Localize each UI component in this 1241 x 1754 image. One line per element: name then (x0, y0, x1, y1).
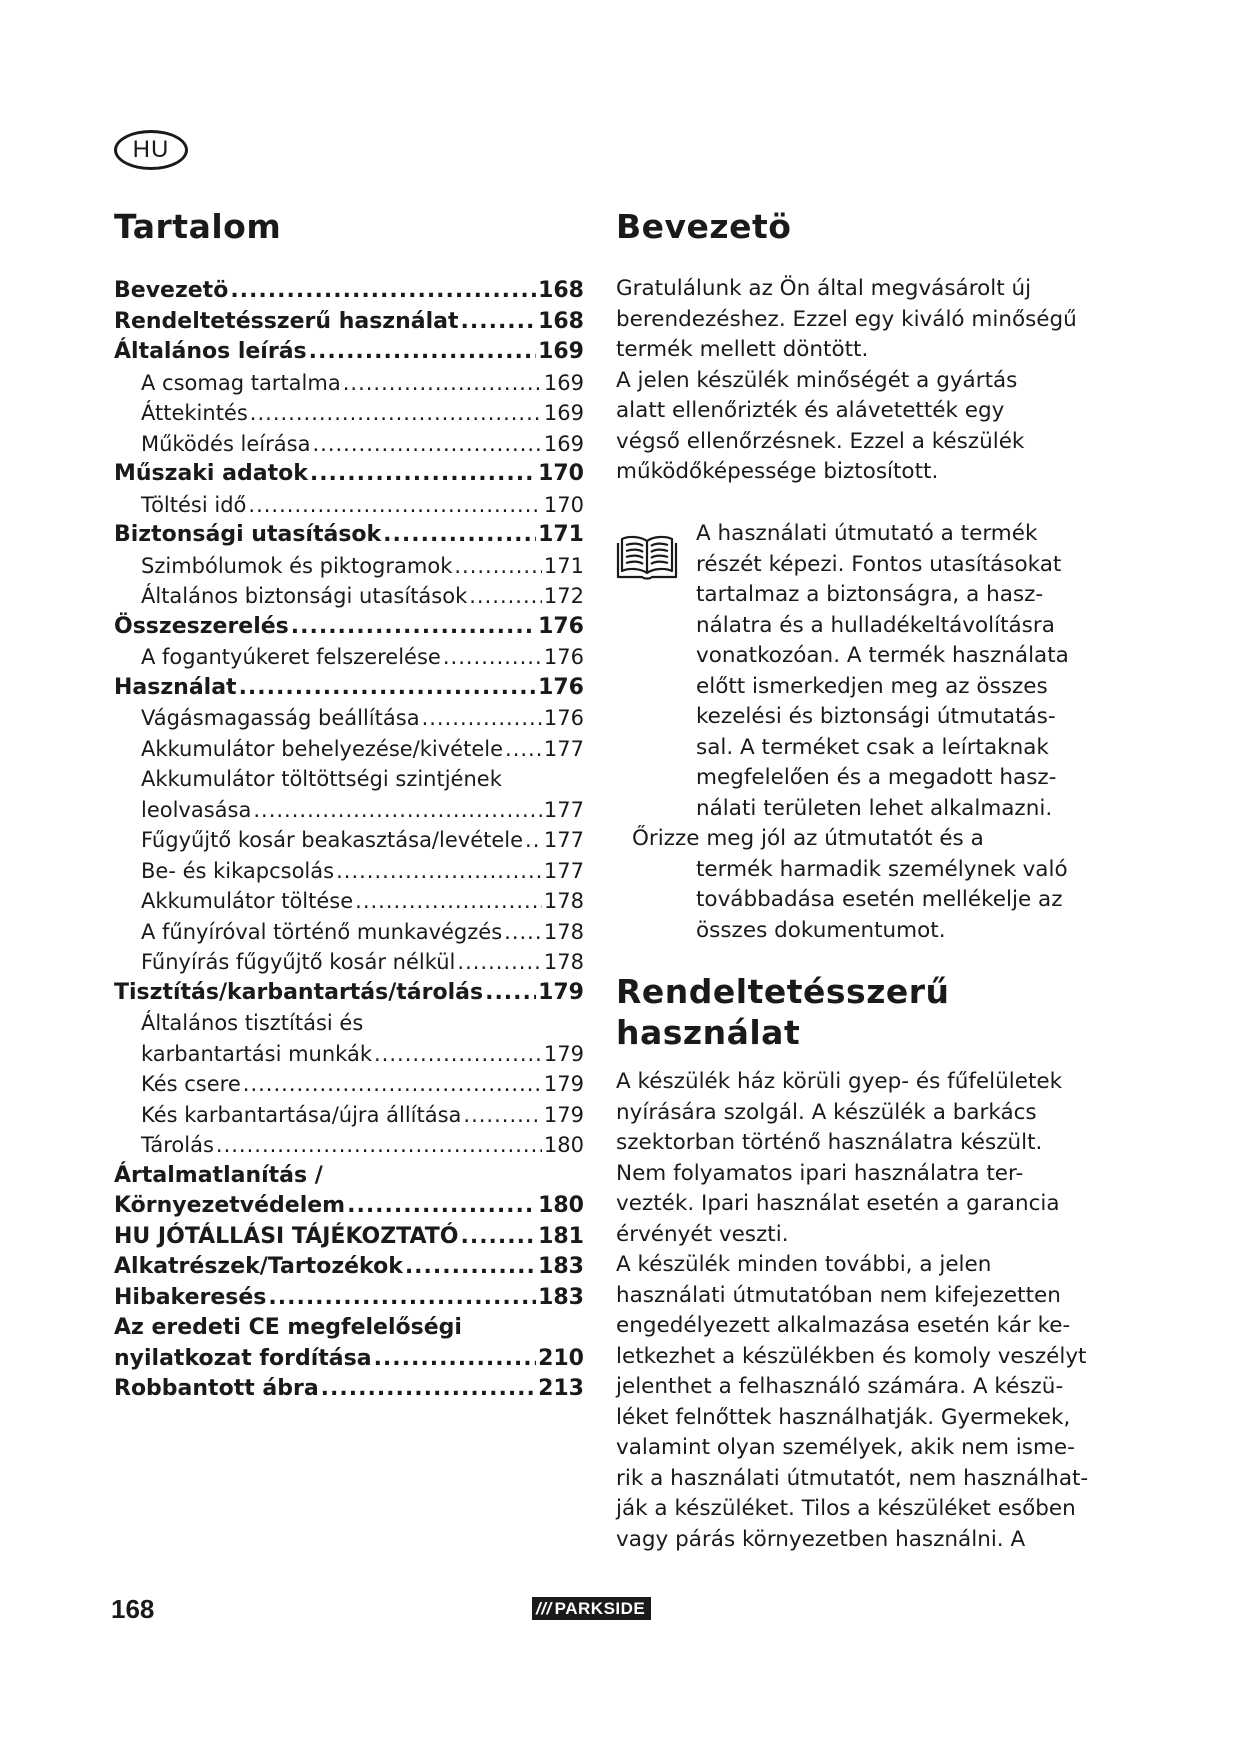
toc-entry-label: Általános leírás (114, 339, 307, 364)
toc-entry-label: Vágásmagasság beállítása (141, 706, 420, 730)
toc-entry-page: 176 (543, 706, 584, 730)
toc-leader-dots (383, 520, 536, 551)
toc-entry-label: Töltési idő (141, 492, 247, 517)
toc-entry-label: Robbantott ábra (114, 1376, 319, 1401)
toc-entry (114, 947, 584, 978)
text-line: berendezéshez. Ezzel egy kiváló minőségű (616, 306, 1077, 332)
toc-leader-dots (239, 673, 536, 704)
toc-entry (114, 734, 584, 765)
toc-entry-page: 176 (543, 645, 584, 669)
toc-entry-page: 177 (543, 797, 584, 822)
toc-entry-label: Kés csere (141, 1072, 241, 1096)
text-line: A készülék ház körüli gyep- és fűfelületek (616, 1069, 1063, 1094)
language-badge: HU (114, 130, 188, 170)
toc-leader-dots (268, 1283, 536, 1314)
text-line: megfelelően és a megadott hasz- (696, 765, 1057, 790)
toc-entry (114, 459, 584, 490)
brand-slashes: /// (536, 1598, 552, 1618)
toc-entry-label: Ártalmatlanítás / (114, 1162, 323, 1188)
toc-entry (114, 886, 584, 917)
brand-name: PARKSIDE (554, 1598, 646, 1618)
text-line: ják a készüléket. Tilos a készüléket esőben (616, 1496, 1076, 1521)
toc-entry-label: Kés karbantartása/újra állítása (141, 1102, 462, 1127)
toc-entry-label: Fűnyírás fűgyűjtő kosár nélkül (141, 950, 456, 974)
toc-entry (114, 1069, 584, 1100)
text-line: végső ellenőrzésnek. Ezzel a készülék (616, 428, 1025, 454)
text-line: használati útmutatóban nem kifejezetten (616, 1282, 1061, 1308)
toc-entry (114, 856, 584, 887)
toc-entry-label: Működés leírása (141, 431, 311, 456)
toc-entry-page: 169 (543, 370, 584, 395)
toc-leader-dots (461, 307, 537, 338)
toc-entry-label: Tárolás (141, 1133, 214, 1157)
toc-entry (114, 520, 584, 551)
toc-entry (114, 276, 584, 307)
toc-entry-page: 170 (543, 492, 584, 517)
toc-leader-dots (347, 1191, 536, 1222)
toc-entry-page: 169 (538, 339, 584, 364)
toc-entry-label: Be- és kikapcsolás (141, 858, 335, 883)
toc-entry-page: 180 (538, 1193, 584, 1218)
toc-entry-label: A csomag tartalma (141, 370, 341, 395)
text-line: előtt ismerkedjen meg az összes (696, 673, 1048, 699)
table-of-contents (114, 276, 584, 1405)
toc-entry-page: 171 (538, 522, 584, 547)
toc-entry-label: Használat (114, 674, 237, 700)
toc-entry-label: karbantartási munkák (141, 1041, 372, 1066)
toc-entry-label: Tisztítás/karbantartás/tárolás (114, 979, 484, 1005)
toc-entry (114, 398, 584, 429)
toc-entry-page: 176 (538, 674, 584, 700)
toc-entry-label: Alkatrészek/Tartozékok (114, 1254, 403, 1279)
toc-title: Tartalom (114, 207, 282, 246)
text-line: Gratulálunk az Ön által megvásárolt új (616, 276, 1032, 301)
toc-entry (114, 825, 584, 856)
toc-leader-dots (422, 703, 542, 734)
text-line: letkezhet a készülékben és komoly veszélyt (616, 1343, 1087, 1369)
toc-entry-label: Akkumulátor töltése (141, 889, 354, 913)
toc-entry-label: Környezetvédelem (114, 1193, 346, 1218)
text-line: jelenthet a felhasználó számára. A készü- (616, 1374, 1064, 1399)
toc-leader-dots (253, 795, 542, 826)
toc-entry (114, 490, 584, 521)
toc-entry-label: Akkumulátor behelyezése/kivétele (141, 736, 504, 761)
text-line: A jelen készülék minőségét a gyártás (616, 367, 1018, 393)
text-line: érvényét veszti. (616, 1221, 789, 1247)
text-line: rik a használati útmutatót, nem használhat- (616, 1465, 1089, 1491)
intended-use-text (616, 1067, 1096, 1555)
toc-entry-page: 177 (543, 858, 584, 883)
toc-entry (114, 368, 584, 399)
toc-entry (114, 1252, 584, 1283)
intended-use-title-line2: használat (616, 1013, 801, 1052)
toc-entry-page: 172 (543, 584, 584, 608)
toc-entry-label: Biztonsági utasítások (114, 522, 382, 547)
toc-entry-label: Bevezetö (114, 278, 229, 303)
toc-entry (114, 978, 584, 1009)
toc-entry-page: 177 (543, 828, 584, 852)
toc-entry (114, 795, 584, 826)
text-line: összes dokumentumot. (696, 917, 946, 943)
toc-entry-page: 180 (543, 1133, 584, 1157)
text-line: léket felnőttek használhatják. Gyermekek, (616, 1404, 1071, 1430)
toc-entry-page: 176 (538, 613, 584, 639)
text-line: valamint olyan személyek, akik nem isme- (616, 1435, 1075, 1460)
toc-entry (114, 612, 584, 643)
toc-entry-label: leolvasása (141, 797, 252, 822)
toc-entry-page: 213 (538, 1376, 584, 1401)
toc-entry (114, 551, 584, 582)
intro-text (616, 274, 1096, 488)
toc-entry (114, 1039, 584, 1070)
text-line: A használati útmutató a termék (696, 521, 1038, 546)
toc-leader-dots (291, 612, 536, 643)
toc-leader-dots (504, 917, 542, 948)
toc-entry (114, 1222, 584, 1253)
toc-leader-dots (250, 398, 542, 429)
toc-entry-page: 178 (543, 889, 584, 913)
toc-leader-dots (405, 1252, 536, 1283)
toc-leader-dots (505, 734, 542, 765)
text-line: Őrizze meg jól az útmutatót és a (632, 826, 984, 851)
text-line: Nem folyamatos ipari használatra ter- (616, 1160, 1024, 1186)
toc-entry-label: Fűgyűjtő kosár beakasztása/levétele (141, 828, 524, 852)
toc-entry-label: Szimbólumok és piktogramok (141, 553, 453, 578)
toc-leader-dots (460, 1222, 536, 1253)
toc-entry (114, 337, 584, 368)
toc-entry (114, 1191, 584, 1222)
toc-entry-label: Áttekintés (141, 401, 248, 425)
toc-entry (114, 1374, 584, 1405)
toc-leader-dots (525, 825, 542, 856)
toc-leader-dots (469, 581, 542, 612)
toc-entry-label: nyilatkozat fordítása (114, 1345, 372, 1371)
toc-entry-label: Általános biztonsági utasítások (141, 584, 468, 608)
toc-entry-label: Általános tisztítási és (141, 1011, 364, 1035)
toc-leader-dots (463, 1100, 542, 1131)
toc-entry-page: 178 (543, 919, 584, 944)
text-line: szektorban történő használatra készült. (616, 1130, 1043, 1155)
toc-leader-dots (336, 856, 542, 887)
text-line: nálatra és a hulladékeltávolításra (696, 612, 1055, 638)
text-line: alatt ellenőrizték és alávetették egy (616, 398, 1005, 423)
text-line: vonatkozóan. A termék használata (696, 643, 1069, 668)
toc-entry (114, 1130, 584, 1161)
text-line: nyírására szolgál. A készülék a barkács (616, 1099, 1037, 1125)
toc-entry-page: 179 (543, 1072, 584, 1096)
toc-entry-page: 179 (538, 979, 584, 1005)
toc-entry-label: Az eredeti CE megfelelőségi (114, 1315, 462, 1340)
intended-use-title (616, 971, 1036, 1053)
toc-leader-dots (374, 1039, 542, 1070)
toc-leader-dots (243, 1069, 542, 1100)
toc-leader-dots (485, 978, 536, 1009)
toc-leader-dots (355, 886, 542, 917)
text-line: tartalmaz a biztonságra, a hasz- (696, 582, 1044, 607)
toc-entry (114, 703, 584, 734)
brand-logo (532, 1597, 651, 1620)
toc-entry-label: Műszaki adatok (114, 461, 308, 486)
text-line: továbbadása esetén mellékelje az (696, 887, 1063, 912)
intro-title: Bevezetö (616, 207, 792, 246)
toc-leader-dots (374, 1344, 537, 1375)
toc-entry (114, 1100, 584, 1131)
toc-leader-dots (454, 551, 542, 582)
toc-entry-page: 169 (543, 401, 584, 425)
toc-entry (114, 307, 584, 338)
text-line: termék mellett döntött. (616, 337, 869, 362)
toc-entry-label: Rendeltetésszerű használat (114, 308, 459, 334)
toc-entry-label: Összeszerelés (114, 613, 289, 639)
text-line: sal. A terméket csak a leírtaknak (696, 734, 1049, 760)
toc-entry-page: 181 (538, 1223, 584, 1249)
toc-entry (114, 642, 584, 673)
toc-leader-dots (312, 429, 541, 460)
toc-leader-dots (457, 947, 542, 978)
toc-leader-dots (309, 337, 536, 368)
toc-entry-page: 179 (543, 1041, 584, 1066)
toc-entry-label: HU JÓTÁLLÁSI TÁJÉKOZTATÓ (114, 1223, 459, 1249)
text-line: kezelési és biztonsági útmutatás- (696, 704, 1056, 729)
toc-entry (114, 917, 584, 948)
toc-leader-dots (248, 490, 542, 521)
text-line: vagy párás környezetben használni. A (616, 1526, 1026, 1552)
toc-entry-page: 210 (538, 1345, 584, 1371)
toc-entry-page: 171 (543, 553, 584, 578)
toc-entry-page: 178 (543, 950, 584, 974)
toc-entry (114, 673, 584, 704)
text-line: vezték. Ipari használat esetén a garancia (616, 1191, 1060, 1216)
manual-note (616, 519, 1096, 946)
toc-entry-label: A fűnyíróval történő munkavégzés (141, 919, 503, 944)
toc-entry-page: 177 (543, 736, 584, 761)
toc-entry-page: 168 (538, 278, 584, 303)
toc-entry-label: Hibakeresés (114, 1284, 267, 1310)
toc-entry (114, 1283, 584, 1314)
toc-leader-dots (230, 276, 536, 307)
text-line: részét képezi. Fontos utasításokat (696, 551, 1062, 577)
text-line: engedélyezett alkalmazása esetén kár ke- (616, 1313, 1071, 1338)
toc-entry-page: 183 (538, 1254, 584, 1279)
toc-entry-page: 170 (538, 461, 584, 486)
toc-entry (114, 581, 584, 612)
toc-entry-page: 169 (543, 431, 584, 456)
toc-entry (114, 1008, 584, 1039)
intended-use-title-line1: Rendeltetésszerű (616, 972, 950, 1011)
toc-leader-dots (321, 1374, 536, 1405)
text-line: nálati területen lehet alkalmazni. (696, 795, 1053, 821)
toc-entry (114, 1313, 584, 1344)
toc-leader-dots (216, 1130, 542, 1161)
toc-leader-dots (310, 459, 536, 490)
toc-entry-page: 183 (538, 1284, 584, 1310)
toc-leader-dots (343, 368, 542, 399)
toc-entry-page: 168 (538, 308, 584, 334)
toc-leader-dots (443, 642, 542, 673)
toc-entry (114, 1344, 584, 1375)
text-line: működőképessége biztosított. (616, 459, 939, 484)
toc-entry-label: A fogantyúkeret felszerelése (141, 645, 441, 669)
page-number: 168 (111, 1594, 155, 1624)
toc-entry (114, 764, 584, 795)
toc-entry (114, 429, 584, 460)
toc-entry-page: 179 (543, 1102, 584, 1127)
text-line: A készülék minden további, a jelen (616, 1252, 992, 1277)
text-line: termék harmadik személynek való (696, 856, 1068, 882)
toc-entry (114, 1161, 584, 1192)
toc-entry-label: Akkumulátor töltöttségi szintjének (141, 767, 502, 791)
